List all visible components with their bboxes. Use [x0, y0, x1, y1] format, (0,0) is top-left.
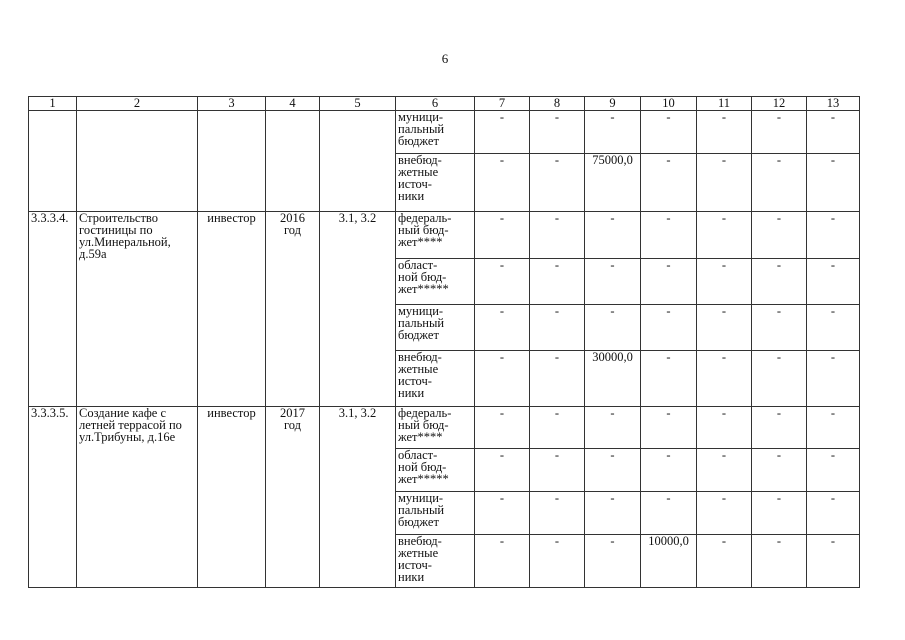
empty-cell	[266, 111, 320, 212]
year: 2016 год	[266, 212, 320, 407]
item-code: 3.3.3.4.	[29, 212, 77, 407]
table-row	[29, 407, 860, 449]
dash-cell: -	[807, 449, 860, 492]
dash-cell: -	[641, 111, 697, 154]
dash-cell: -	[697, 449, 752, 492]
dash-cell: -	[530, 449, 585, 492]
amount-cell: 75000,0	[585, 154, 641, 212]
dash-cell: -	[641, 212, 697, 259]
dash-cell: -	[697, 535, 752, 588]
col-header: 10	[641, 97, 697, 111]
dash-cell: -	[752, 449, 807, 492]
dash-cell: -	[807, 154, 860, 212]
dash-cell: -	[752, 351, 807, 407]
dash-cell: -	[641, 407, 697, 449]
dash-cell: -	[697, 111, 752, 154]
dash-cell: -	[530, 212, 585, 259]
dash-cell: -	[752, 259, 807, 305]
dash-cell: -	[807, 535, 860, 588]
amount-cell: 10000,0	[641, 535, 697, 588]
dash-cell: -	[475, 351, 530, 407]
dash-cell: -	[697, 407, 752, 449]
program-ref: 3.1, 3.2	[320, 407, 396, 588]
funding-source: муници- пальный бюджет	[396, 492, 475, 535]
dash-cell: -	[530, 492, 585, 535]
dash-cell: -	[641, 492, 697, 535]
dash-cell: -	[641, 449, 697, 492]
program-ref: 3.1, 3.2	[320, 212, 396, 407]
column-number-row	[29, 97, 860, 111]
col-header: 2	[77, 97, 198, 111]
funding-source: федераль- ный бюд- жет****	[396, 212, 475, 259]
dash-cell: -	[530, 351, 585, 407]
dash-cell: -	[697, 154, 752, 212]
page-number: 6	[441, 51, 449, 66]
dash-cell: -	[807, 111, 860, 154]
col-header: 3	[198, 97, 266, 111]
item-name: Строительство гостиницы по ул.Минеральной, д.59а	[77, 212, 198, 407]
dash-cell: -	[475, 305, 530, 351]
dash-cell: -	[585, 111, 641, 154]
dash-cell: -	[697, 492, 752, 535]
funding-source: област- ной бюд- жет*****	[396, 259, 475, 305]
dash-cell: -	[585, 535, 641, 588]
amount-cell: 30000,0	[585, 351, 641, 407]
funding-source: внебюд- жетные источ- ники	[396, 154, 475, 212]
dash-cell: -	[641, 351, 697, 407]
table-row	[29, 212, 860, 259]
funding-source: муници- пальный бюджет	[396, 305, 475, 351]
dash-cell: -	[475, 111, 530, 154]
dash-cell: -	[807, 259, 860, 305]
dash-cell: -	[697, 212, 752, 259]
dash-cell: -	[807, 212, 860, 259]
dash-cell: -	[530, 154, 585, 212]
dash-cell: -	[585, 492, 641, 535]
dash-cell: -	[475, 535, 530, 588]
dash-cell: -	[807, 492, 860, 535]
dash-cell: -	[475, 154, 530, 212]
dash-cell: -	[752, 535, 807, 588]
dash-cell: -	[585, 449, 641, 492]
empty-cell	[320, 111, 396, 212]
dash-cell: -	[752, 212, 807, 259]
funding-source: област- ной бюд- жет*****	[396, 449, 475, 492]
dash-cell: -	[697, 351, 752, 407]
col-header: 6	[396, 97, 475, 111]
dash-cell: -	[475, 492, 530, 535]
dash-cell: -	[585, 407, 641, 449]
item-name: Создание кафе с летней террасой по ул.Трибуны, д.16е	[77, 407, 198, 588]
dash-cell: -	[530, 111, 585, 154]
empty-cell	[77, 111, 198, 212]
col-header: 5	[320, 97, 396, 111]
empty-cell	[29, 111, 77, 212]
empty-cell	[198, 111, 266, 212]
col-header: 4	[266, 97, 320, 111]
dash-cell: -	[752, 111, 807, 154]
dash-cell: -	[530, 535, 585, 588]
executor: инвестор	[198, 212, 266, 407]
col-header: 11	[697, 97, 752, 111]
col-header: 1	[29, 97, 77, 111]
dash-cell: -	[752, 492, 807, 535]
dash-cell: -	[807, 351, 860, 407]
col-header: 7	[475, 97, 530, 111]
dash-cell: -	[807, 407, 860, 449]
dash-cell: -	[585, 259, 641, 305]
dash-cell: -	[807, 305, 860, 351]
dash-cell: -	[530, 305, 585, 351]
funding-source: внебюд- жетные источ- ники	[396, 535, 475, 588]
col-header: 12	[752, 97, 807, 111]
dash-cell: -	[641, 305, 697, 351]
table-row	[29, 111, 860, 154]
dash-cell: -	[475, 449, 530, 492]
dash-cell: -	[475, 407, 530, 449]
dash-cell: -	[585, 305, 641, 351]
funding-source: внебюд- жетные источ- ники	[396, 351, 475, 407]
item-code: 3.3.3.5.	[29, 407, 77, 588]
dash-cell: -	[530, 259, 585, 305]
dash-cell: -	[641, 154, 697, 212]
dash-cell: -	[475, 212, 530, 259]
dash-cell: -	[585, 212, 641, 259]
dash-cell: -	[752, 154, 807, 212]
col-header: 8	[530, 97, 585, 111]
dash-cell: -	[752, 305, 807, 351]
dash-cell: -	[752, 407, 807, 449]
col-header: 13	[807, 97, 860, 111]
dash-cell: -	[697, 305, 752, 351]
dash-cell: -	[475, 259, 530, 305]
executor: инвестор	[198, 407, 266, 588]
funding-source: федераль- ный бюд- жет****	[396, 407, 475, 449]
dash-cell: -	[641, 259, 697, 305]
funding-table	[28, 96, 860, 588]
dash-cell: -	[697, 259, 752, 305]
col-header: 9	[585, 97, 641, 111]
year: 2017 год	[266, 407, 320, 588]
dash-cell: -	[530, 407, 585, 449]
funding-source: муници- пальный бюджет	[396, 111, 475, 154]
